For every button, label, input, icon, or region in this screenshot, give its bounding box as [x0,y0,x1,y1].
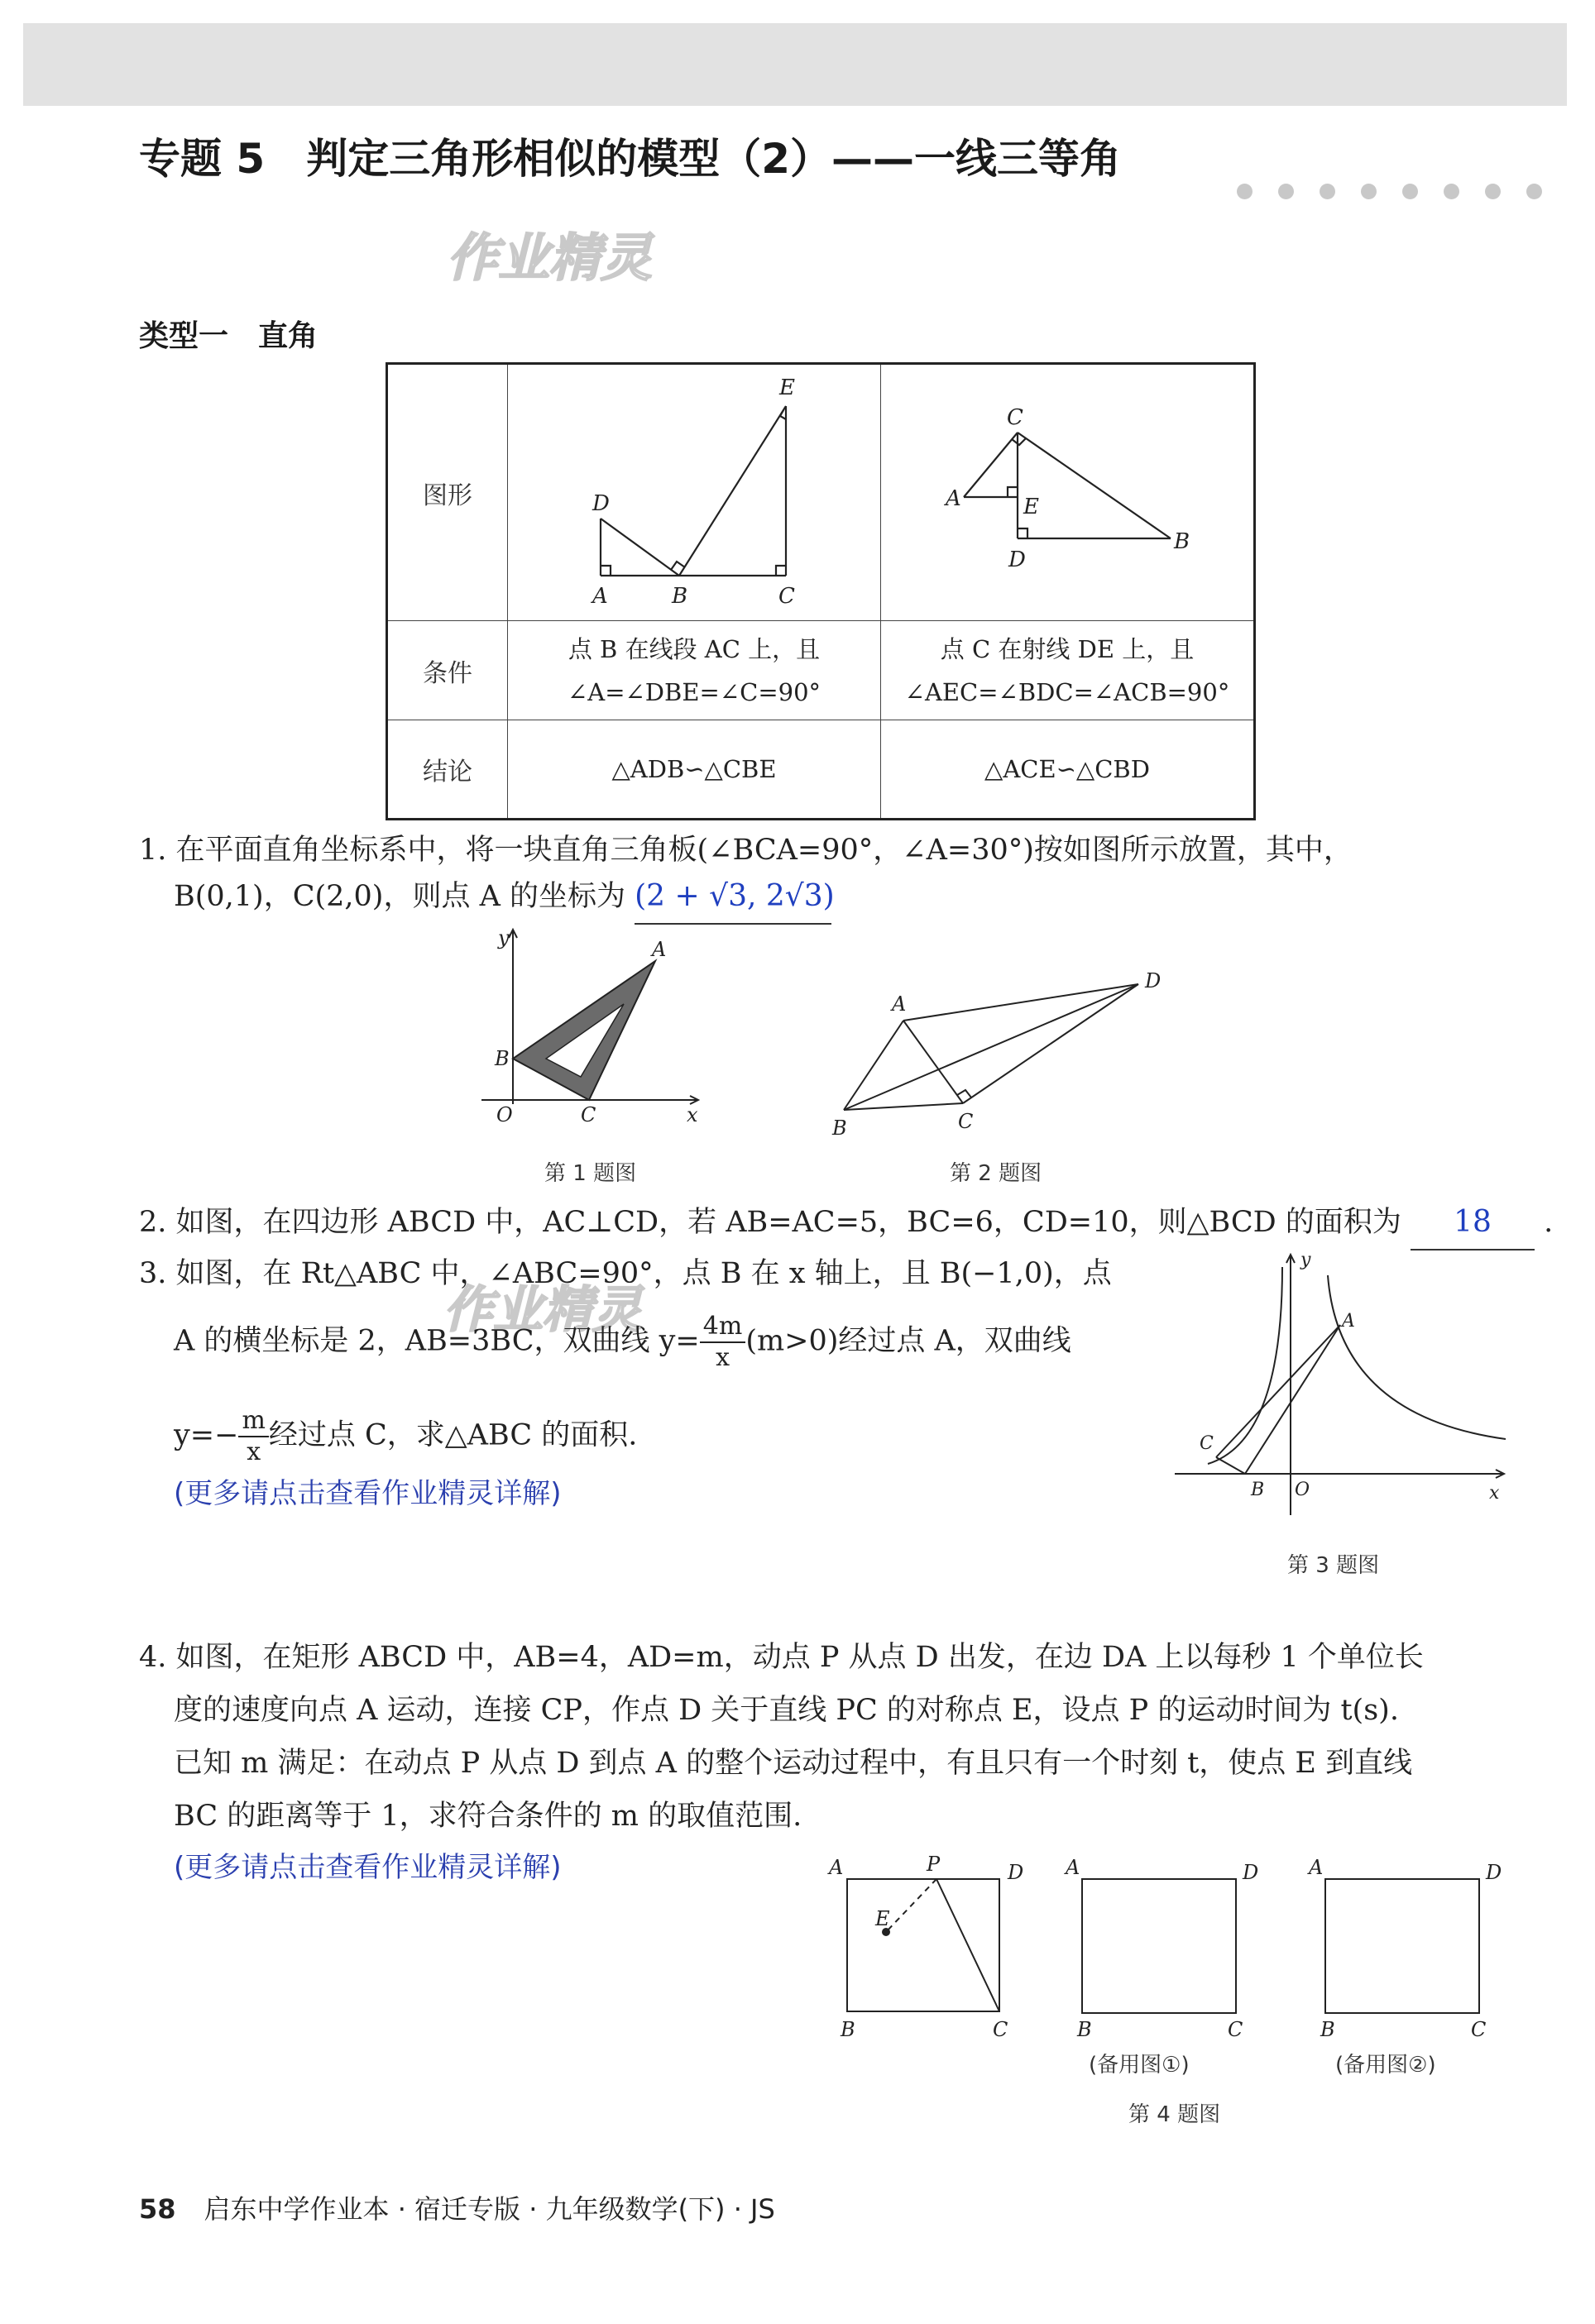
q3-line2 [174,1312,1071,1373]
q2-text: 2. 如图，在四边形 ABCD 中，AC⊥CD，若 AB=AC=5，BC=6，CD=10，则△BCD 的面积为 [139,1206,1401,1239]
q3-frac2-num: m [238,1406,268,1437]
spare2-label-A: A [1309,1856,1324,1879]
spare1-label-D: D [1243,1861,1259,1884]
fig3-label-C: C [1200,1433,1214,1454]
label-B: B [672,584,688,609]
left-figure-cell [508,364,881,621]
q3-line2-b: (m>0)经过点 A，双曲线 [745,1324,1071,1358]
label-E: E [1023,495,1039,519]
q3-fraction-1 [700,1312,746,1373]
label-B: B [1174,529,1190,554]
q1-line1: 1. 在平面直角坐标系中，将一块直角三角板(∠BCA=90°，∠A=30°)按如图所示放置，其中， [139,834,1353,867]
q4-line2: 度的速度向点 A 运动，连接 CP，作点 D 关于直线 PC 的对称点 E，设点 P 的运动时间为 t(s). [174,1694,1399,1727]
fig3-label-x: x [1489,1483,1500,1504]
fig1 [481,926,713,1133]
left-condition-line1: 点 B 在线段 AC 上，且 [568,634,821,663]
q2-line [139,1196,1553,1250]
q3-fraction-2 [238,1406,268,1467]
spare1-label-B: B [1077,2018,1092,2039]
left-conclusion: △ADB∽△CBE [508,720,881,820]
fig4-label-A: A [829,1856,844,1879]
spare2-label-C: C [1471,2018,1487,2039]
q4-more-link[interactable]: (更多请点击查看作业精灵详解) [174,1851,562,1884]
q4-line1: 4. 如图，在矩形 ABCD 中，AB=4，AD=m，动点 P 从点 D 出发，在边 DA 上以每秒 1 个单位长 [139,1641,1424,1674]
q3-frac1-den: x [716,1343,730,1372]
page-title: 专题 5 判定三角形相似的模型（2）——一线三等角 [139,135,1121,183]
fig1-label-O: O [496,1103,513,1126]
spare2-caption: (备用图②) [1335,2053,1436,2078]
fig1-label-C: C [581,1103,596,1126]
fig4-label-E: E [875,1907,890,1930]
fig2-label-A: A [892,992,907,1016]
q3-line3 [174,1406,637,1467]
fig4-label-D: D [1008,1861,1024,1884]
row-label-figure: 图形 [387,364,508,621]
fig4-spare-1 [1059,1849,1274,2039]
label-D: D [592,491,610,516]
watermark: 作业精灵 [447,227,653,288]
footer [139,2188,775,2226]
spare2-label-D: D [1486,1861,1502,1884]
fig1-label-A: A [652,938,667,961]
right-condition-line2: ∠AEC=∠BDC=∠ACB=90° [904,677,1230,706]
q3-frac2-den: x [247,1437,261,1466]
right-model-figure [881,365,1253,614]
spare2-label-B: B [1320,2018,1335,2039]
fig2-caption: 第 2 题图 [950,1161,1042,1186]
spare1-label-A: A [1066,1856,1080,1879]
fig3-label-B: B [1251,1480,1265,1500]
row-label-condition: 条件 [387,621,508,720]
q2-answer: 18 [1411,1196,1535,1250]
q1-answer: (2 + √3, 2√3) [635,870,831,925]
fig4-main [824,1849,1031,2039]
fig4-spare-2 [1302,1849,1517,2039]
page-number: 58 [139,2193,176,2225]
fig2-label-D: D [1145,969,1162,992]
spare1-label-C: C [1228,2018,1243,2039]
right-condition-line1: 点 C 在射线 DE 上，且 [940,634,1195,663]
q3-line1: 3. 如图，在 Rt△ABC 中，∠ABC=90°，点 B 在 x 轴上，且 B(−1,0)，点 [139,1257,1112,1290]
q2-end: . [1544,1206,1554,1239]
fig4-label-P: P [927,1853,941,1876]
fig1-label-B: B [495,1047,510,1070]
fig3-caption: 第 3 题图 [1287,1553,1380,1578]
fig1-caption: 第 1 题图 [544,1161,637,1186]
q4-line3: 已知 m 满足：在动点 P 从点 D 到点 A 的整个运动过程中，有且只有一个时刻 t，使点 E 到直线 [174,1747,1413,1780]
q3-line3-b: 经过点 C，求△ABC 的面积. [268,1418,638,1452]
fig4-label-B: B [841,2018,855,2039]
spare1-caption: (备用图①) [1089,2053,1190,2078]
fig2 [827,969,1183,1147]
model-table [386,362,1256,820]
label-A: A [946,486,961,511]
fig4-caption: 第 4 题图 [1128,2102,1221,2127]
right-condition [881,621,1255,720]
fig1-label-x: x [687,1103,698,1126]
fig2-label-B: B [832,1117,847,1140]
label-D: D [1008,548,1026,572]
q4-line4: BC 的距离等于 1，求符合条件的 m 的取值范围. [174,1800,802,1833]
q3-frac1-num: 4m [700,1312,746,1343]
q3-line2-a: A 的横坐标是 2，AB=3BC，双曲线 y= [174,1324,700,1358]
fig4-label-C: C [993,2018,1008,2039]
label-C: C [1007,405,1023,430]
section-heading: 类型一 直角 [139,319,319,353]
label-E: E [779,375,795,400]
left-condition-line2: ∠A=∠DBE=∠C=90° [567,677,821,706]
q1-line2 [174,870,835,925]
q3-more-link[interactable]: (更多请点击查看作业精灵详解) [174,1477,562,1510]
fig3 [1175,1250,1514,1536]
label-A: A [592,584,608,609]
header-band [23,23,1567,106]
fig3-label-A: A [1342,1311,1355,1332]
right-conclusion: △ACE∽△CBD [881,720,1255,820]
decorative-dots [1237,184,1568,203]
fig1-label-y: y [498,926,510,949]
book-title: 启东中学作业本 · 宿迁专版 · 九年级数学(下) · JS [204,2193,775,2225]
fig3-label-y: y [1300,1250,1311,1270]
watermark-2: 作业精灵 [443,1281,642,1339]
q1-line2-text: B(0,1)，C(2,0)，则点 A 的坐标为 [174,880,625,913]
left-model-figure [508,365,880,614]
row-label-conclusion: 结论 [387,720,508,820]
fig3-label-O: O [1295,1480,1310,1500]
q3-line3-a: y=− [174,1418,239,1452]
fig2-label-C: C [958,1110,974,1133]
right-figure-cell [881,364,1255,621]
label-C: C [778,584,795,609]
left-condition [508,621,881,720]
